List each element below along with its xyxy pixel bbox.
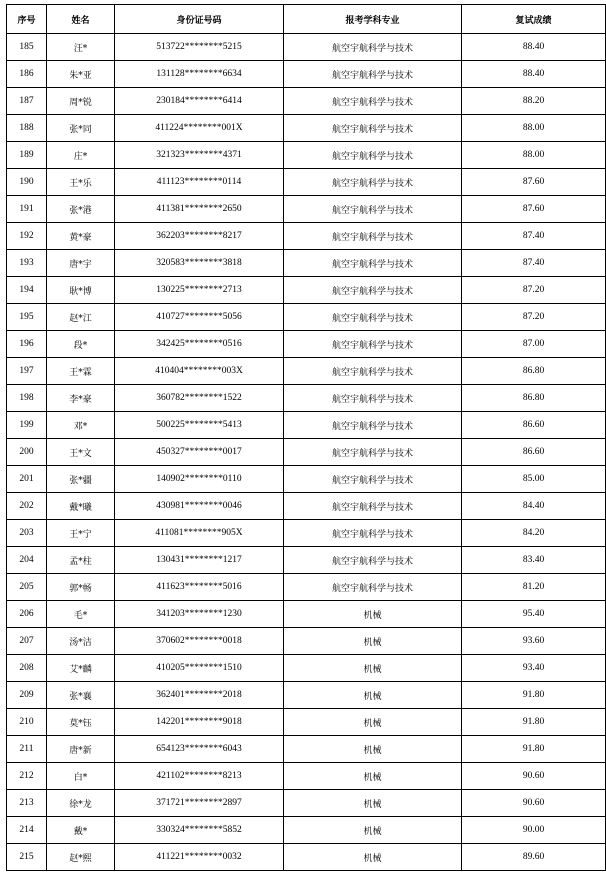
cell-name: 白* <box>47 763 115 790</box>
cell-seq: 192 <box>7 223 47 250</box>
cell-seq: 197 <box>7 358 47 385</box>
cell-seq: 189 <box>7 142 47 169</box>
cell-id-number: 342425********0516 <box>115 331 284 358</box>
cell-score: 90.60 <box>462 763 606 790</box>
cell-id-number: 362203********8217 <box>115 223 284 250</box>
cell-id-number: 410727********5056 <box>115 304 284 331</box>
cell-score: 87.00 <box>462 331 606 358</box>
table-row <box>7 709 606 736</box>
cell-seq: 188 <box>7 115 47 142</box>
cell-score: 90.00 <box>462 817 606 844</box>
cell-seq: 209 <box>7 682 47 709</box>
cell-seq: 205 <box>7 574 47 601</box>
cell-score: 93.60 <box>462 628 606 655</box>
cell-major: 航空宇航科学与技术 <box>284 493 462 520</box>
cell-score: 86.80 <box>462 358 606 385</box>
table-row <box>7 682 606 709</box>
cell-seq: 211 <box>7 736 47 763</box>
cell-major: 航空宇航科学与技术 <box>284 385 462 412</box>
cell-seq: 199 <box>7 412 47 439</box>
cell-major: 机械 <box>284 763 462 790</box>
table-row <box>7 790 606 817</box>
cell-id-number: 371721********2897 <box>115 790 284 817</box>
cell-id-number: 230184********6414 <box>115 88 284 115</box>
table-row <box>7 547 606 574</box>
table-row <box>7 358 606 385</box>
table-row <box>7 763 606 790</box>
cell-major: 航空宇航科学与技术 <box>284 304 462 331</box>
cell-score: 85.00 <box>462 466 606 493</box>
cell-name: 邓* <box>47 412 115 439</box>
cell-id-number: 362401********2018 <box>115 682 284 709</box>
table-row <box>7 628 606 655</box>
table-row <box>7 844 606 871</box>
cell-major: 机械 <box>284 709 462 736</box>
table-row <box>7 736 606 763</box>
cell-seq: 187 <box>7 88 47 115</box>
cell-major: 机械 <box>284 682 462 709</box>
table-row <box>7 115 606 142</box>
cell-seq: 212 <box>7 763 47 790</box>
cell-seq: 190 <box>7 169 47 196</box>
header-id-number: 身份证号码 <box>115 5 284 34</box>
cell-seq: 201 <box>7 466 47 493</box>
cell-id-number: 421102********8213 <box>115 763 284 790</box>
cell-score: 81.20 <box>462 574 606 601</box>
cell-major: 航空宇航科学与技术 <box>284 331 462 358</box>
header-name: 姓名 <box>47 5 115 34</box>
cell-score: 88.40 <box>462 34 606 61</box>
cell-score: 87.20 <box>462 304 606 331</box>
cell-id-number: 360782********1522 <box>115 385 284 412</box>
table-row <box>7 196 606 223</box>
cell-major: 航空宇航科学与技术 <box>284 358 462 385</box>
cell-id-number: 130431********1217 <box>115 547 284 574</box>
cell-name: 艾*麟 <box>47 655 115 682</box>
cell-major: 航空宇航科学与技术 <box>284 34 462 61</box>
cell-id-number: 330324********5852 <box>115 817 284 844</box>
header-score: 复试成绩 <box>462 5 606 34</box>
cell-id-number: 411623********5016 <box>115 574 284 601</box>
cell-score: 90.60 <box>462 790 606 817</box>
table-row <box>7 223 606 250</box>
cell-major: 机械 <box>284 736 462 763</box>
cell-seq: 186 <box>7 61 47 88</box>
cell-seq: 200 <box>7 439 47 466</box>
cell-name: 毛* <box>47 601 115 628</box>
cell-score: 88.20 <box>462 88 606 115</box>
cell-id-number: 341203********1230 <box>115 601 284 628</box>
cell-name: 赵*熙 <box>47 844 115 871</box>
cell-id-number: 411381********2650 <box>115 196 284 223</box>
cell-score: 87.20 <box>462 277 606 304</box>
cell-id-number: 320583********3818 <box>115 250 284 277</box>
cell-major: 机械 <box>284 601 462 628</box>
cell-name: 王*乐 <box>47 169 115 196</box>
cell-name: 张*同 <box>47 115 115 142</box>
cell-score: 87.40 <box>462 223 606 250</box>
cell-score: 91.80 <box>462 736 606 763</box>
cell-score: 86.60 <box>462 439 606 466</box>
cell-major: 航空宇航科学与技术 <box>284 466 462 493</box>
table-row <box>7 493 606 520</box>
cell-major: 航空宇航科学与技术 <box>284 412 462 439</box>
table-row <box>7 250 606 277</box>
cell-id-number: 654123********6043 <box>115 736 284 763</box>
cell-name: 唐*新 <box>47 736 115 763</box>
table-row <box>7 304 606 331</box>
cell-major: 航空宇航科学与技术 <box>284 439 462 466</box>
cell-score: 93.40 <box>462 655 606 682</box>
cell-name: 汤*洁 <box>47 628 115 655</box>
cell-name: 周*锐 <box>47 88 115 115</box>
cell-name: 郭*畅 <box>47 574 115 601</box>
cell-id-number: 513722********5215 <box>115 34 284 61</box>
cell-id-number: 411123********0114 <box>115 169 284 196</box>
table-row <box>7 655 606 682</box>
cell-major: 航空宇航科学与技术 <box>284 61 462 88</box>
cell-seq: 215 <box>7 844 47 871</box>
table-row <box>7 817 606 844</box>
cell-name: 孟*柱 <box>47 547 115 574</box>
cell-seq: 203 <box>7 520 47 547</box>
cell-major: 航空宇航科学与技术 <box>284 169 462 196</box>
cell-id-number: 131128********6634 <box>115 61 284 88</box>
cell-id-number: 500225********5413 <box>115 412 284 439</box>
cell-major: 航空宇航科学与技术 <box>284 250 462 277</box>
table-body <box>7 34 606 871</box>
cell-score: 88.40 <box>462 61 606 88</box>
cell-major: 航空宇航科学与技术 <box>284 277 462 304</box>
cell-name: 张*疆 <box>47 466 115 493</box>
cell-score: 91.80 <box>462 682 606 709</box>
cell-major: 航空宇航科学与技术 <box>284 88 462 115</box>
cell-score: 86.60 <box>462 412 606 439</box>
cell-score: 84.40 <box>462 493 606 520</box>
cell-name: 戴* <box>47 817 115 844</box>
cell-id-number: 410404********003X <box>115 358 284 385</box>
cell-name: 李*豪 <box>47 385 115 412</box>
cell-name: 汪* <box>47 34 115 61</box>
cell-id-number: 411221********0032 <box>115 844 284 871</box>
cell-score: 83.40 <box>462 547 606 574</box>
cell-seq: 193 <box>7 250 47 277</box>
cell-seq: 196 <box>7 331 47 358</box>
cell-seq: 207 <box>7 628 47 655</box>
cell-id-number: 411224********001X <box>115 115 284 142</box>
cell-score: 89.60 <box>462 844 606 871</box>
table-header-row <box>7 5 606 34</box>
cell-major: 航空宇航科学与技术 <box>284 115 462 142</box>
cell-score: 87.60 <box>462 169 606 196</box>
cell-name: 戴*曦 <box>47 493 115 520</box>
cell-seq: 204 <box>7 547 47 574</box>
table-row <box>7 88 606 115</box>
table-row <box>7 34 606 61</box>
cell-major: 航空宇航科学与技术 <box>284 574 462 601</box>
cell-name: 赵*江 <box>47 304 115 331</box>
cell-major: 航空宇航科学与技术 <box>284 223 462 250</box>
cell-seq: 191 <box>7 196 47 223</box>
table-row <box>7 601 606 628</box>
cell-name: 耿*博 <box>47 277 115 304</box>
cell-major: 航空宇航科学与技术 <box>284 520 462 547</box>
cell-major: 机械 <box>284 628 462 655</box>
cell-score: 84.20 <box>462 520 606 547</box>
header-major: 报考学科专业 <box>284 5 462 34</box>
cell-name: 莫*钰 <box>47 709 115 736</box>
table-row <box>7 412 606 439</box>
table-row <box>7 385 606 412</box>
table-row <box>7 439 606 466</box>
cell-id-number: 142201********9018 <box>115 709 284 736</box>
header-seq: 序号 <box>7 5 47 34</box>
cell-major: 航空宇航科学与技术 <box>284 142 462 169</box>
cell-score: 91.80 <box>462 709 606 736</box>
cell-name: 徐*龙 <box>47 790 115 817</box>
table-row <box>7 331 606 358</box>
table-row <box>7 142 606 169</box>
cell-score: 86.80 <box>462 385 606 412</box>
table-row <box>7 61 606 88</box>
cell-major: 航空宇航科学与技术 <box>284 196 462 223</box>
cell-name: 王*霖 <box>47 358 115 385</box>
cell-name: 唐*宇 <box>47 250 115 277</box>
cell-seq: 208 <box>7 655 47 682</box>
cell-name: 庄* <box>47 142 115 169</box>
cell-score: 88.00 <box>462 115 606 142</box>
cell-id-number: 410205********1510 <box>115 655 284 682</box>
table-row <box>7 520 606 547</box>
cell-major: 机械 <box>284 655 462 682</box>
cell-major: 航空宇航科学与技术 <box>284 547 462 574</box>
cell-id-number: 130225********2713 <box>115 277 284 304</box>
cell-id-number: 450327********0017 <box>115 439 284 466</box>
cell-name: 段* <box>47 331 115 358</box>
cell-score: 87.60 <box>462 196 606 223</box>
cell-seq: 185 <box>7 34 47 61</box>
retest-score-table <box>6 4 606 871</box>
cell-score: 88.00 <box>462 142 606 169</box>
cell-seq: 206 <box>7 601 47 628</box>
cell-name: 黄*豪 <box>47 223 115 250</box>
table-row <box>7 466 606 493</box>
cell-score: 87.40 <box>462 250 606 277</box>
cell-seq: 194 <box>7 277 47 304</box>
table-row <box>7 169 606 196</box>
cell-seq: 213 <box>7 790 47 817</box>
score-table-sheet <box>6 4 605 871</box>
cell-seq: 214 <box>7 817 47 844</box>
cell-seq: 195 <box>7 304 47 331</box>
cell-id-number: 430981********0046 <box>115 493 284 520</box>
cell-major: 机械 <box>284 790 462 817</box>
table-row <box>7 277 606 304</box>
cell-seq: 210 <box>7 709 47 736</box>
table-row <box>7 574 606 601</box>
cell-id-number: 140902********0110 <box>115 466 284 493</box>
cell-major: 机械 <box>284 817 462 844</box>
cell-score: 95.40 <box>462 601 606 628</box>
cell-id-number: 321323********4371 <box>115 142 284 169</box>
cell-name: 王*文 <box>47 439 115 466</box>
cell-name: 朱*亚 <box>47 61 115 88</box>
cell-name: 张*港 <box>47 196 115 223</box>
cell-id-number: 411081********905X <box>115 520 284 547</box>
cell-major: 机械 <box>284 844 462 871</box>
cell-name: 王*宁 <box>47 520 115 547</box>
cell-name: 张*襄 <box>47 682 115 709</box>
cell-seq: 202 <box>7 493 47 520</box>
cell-id-number: 370602********0018 <box>115 628 284 655</box>
cell-seq: 198 <box>7 385 47 412</box>
